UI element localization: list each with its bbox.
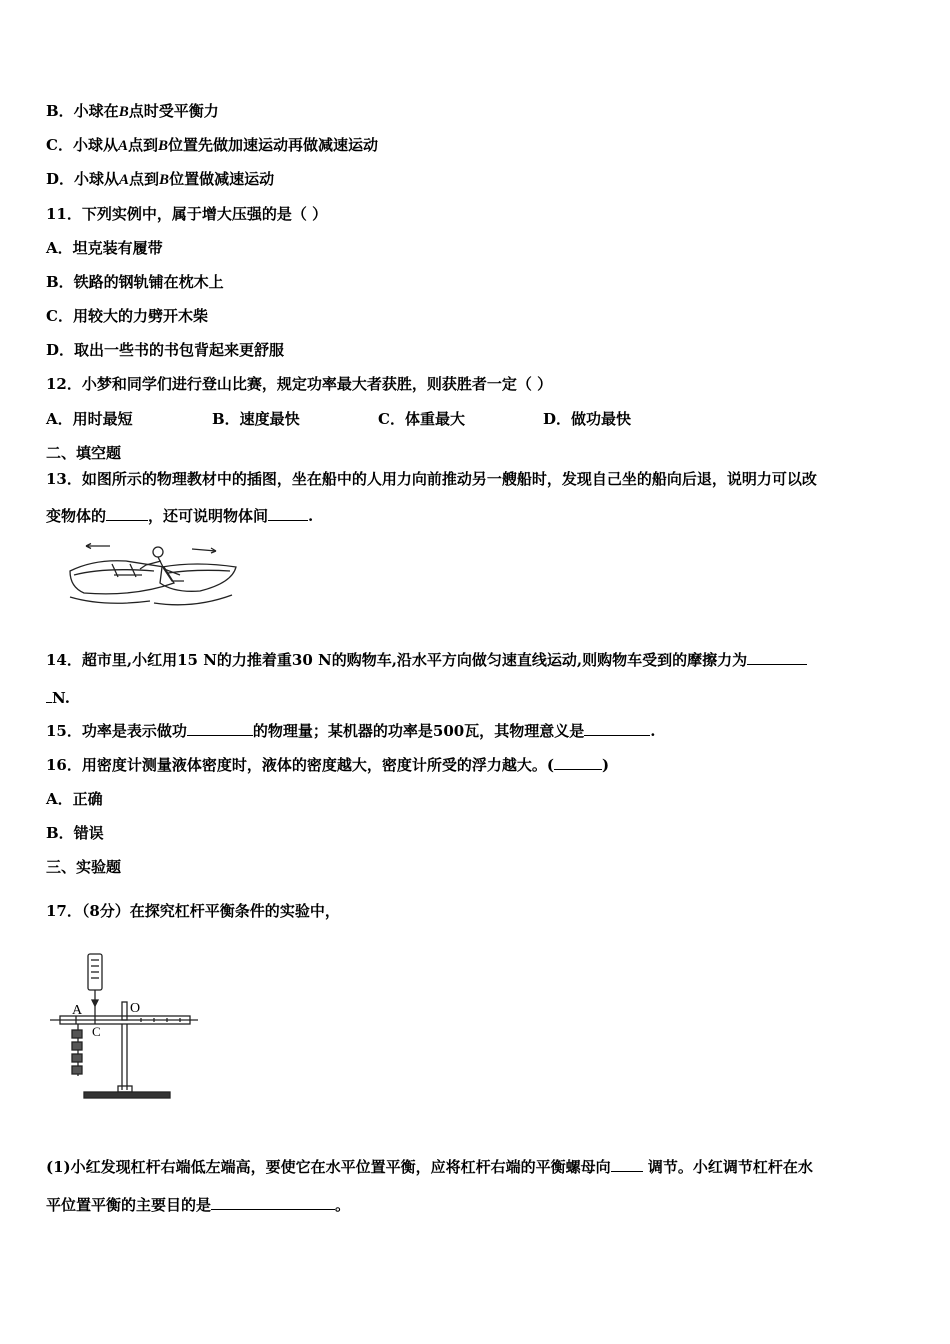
blank bbox=[187, 721, 253, 736]
option-11a: A．坦克装有履带 bbox=[46, 239, 163, 257]
question-14: 14．超市里,小红用15 N的力推着重30 N的购物车,沿水平方向做匀速直线运动,则购物车受到的摩擦力为 bbox=[46, 650, 807, 670]
question-17-part1-cont: 平位置平衡的主要目的是 。 bbox=[46, 1196, 351, 1214]
question-12: 12．小梦和同学们进行登山比赛，规定功率最大者获胜，则获胜者一定（ ） bbox=[46, 375, 553, 393]
question-16: 16．用密度计测量液体密度时，液体的密度越大，密度计所受的浮力越大。( ) bbox=[46, 756, 610, 774]
label-a: A bbox=[72, 1003, 83, 1018]
option-12d: D．做功最快 bbox=[543, 410, 632, 428]
option-12a: A．用时最短 bbox=[46, 410, 133, 428]
option-16b: B．错误 bbox=[46, 824, 104, 842]
question-13: 13．如图所示的物理教材中的插图，坐在船中的人用力向前推动另一艘船时，发现自己坐的船向后退，说明力可以改 bbox=[46, 470, 817, 488]
label-o: O bbox=[130, 1001, 141, 1016]
boat-figure bbox=[64, 537, 242, 613]
option-10b: B．小球在B点时受平衡力 bbox=[46, 102, 219, 120]
blank bbox=[106, 506, 148, 521]
question-17-part1: (1)小红发现杠杆右端低左端高，要使它在水平位置平衡，应将杠杆右端的平衡螺母向 调节。小红调节杠杆在水 bbox=[46, 1158, 813, 1176]
question-11: 11．下列实例中，属于增大压强的是（ ） bbox=[46, 205, 328, 223]
option-11b: B．铁路的钢轨铺在枕木上 bbox=[46, 273, 224, 291]
blank bbox=[747, 650, 807, 665]
section-experiment: 三、实验题 bbox=[46, 858, 122, 876]
option-12b: B．速度最快 bbox=[212, 410, 300, 428]
option-11c: C．用较大的力劈开木柴 bbox=[46, 307, 208, 325]
question-13-cont: 变物体的 ，还可说明物体间 . bbox=[46, 507, 314, 525]
question-14-cont: N. bbox=[46, 688, 70, 708]
blank bbox=[211, 1195, 335, 1210]
question-17: 17．（8分）在探究杠杆平衡条件的实验中， bbox=[46, 902, 340, 920]
section-fill-in: 二、填空题 bbox=[46, 444, 122, 462]
blank bbox=[611, 1157, 643, 1172]
option-16a: A．正确 bbox=[46, 790, 103, 808]
lever-figure bbox=[46, 950, 206, 1108]
option-12c: C．体重最大 bbox=[378, 410, 465, 428]
option-10d: D．小球从A点到B位置做减速运动 bbox=[46, 170, 275, 188]
blank bbox=[554, 755, 602, 770]
question-15: 15．功率是表示做功 的物理量；某机器的功率是500瓦，其物理意义是 . bbox=[46, 722, 656, 740]
blank bbox=[584, 721, 650, 736]
option-10c: C．小球从A点到B位置先做加速运动再做减速运动 bbox=[46, 136, 379, 154]
option-11d: D．取出一些书的书包背起来更舒服 bbox=[46, 341, 285, 359]
blank bbox=[268, 506, 308, 521]
label-c: C bbox=[92, 1024, 101, 1039]
